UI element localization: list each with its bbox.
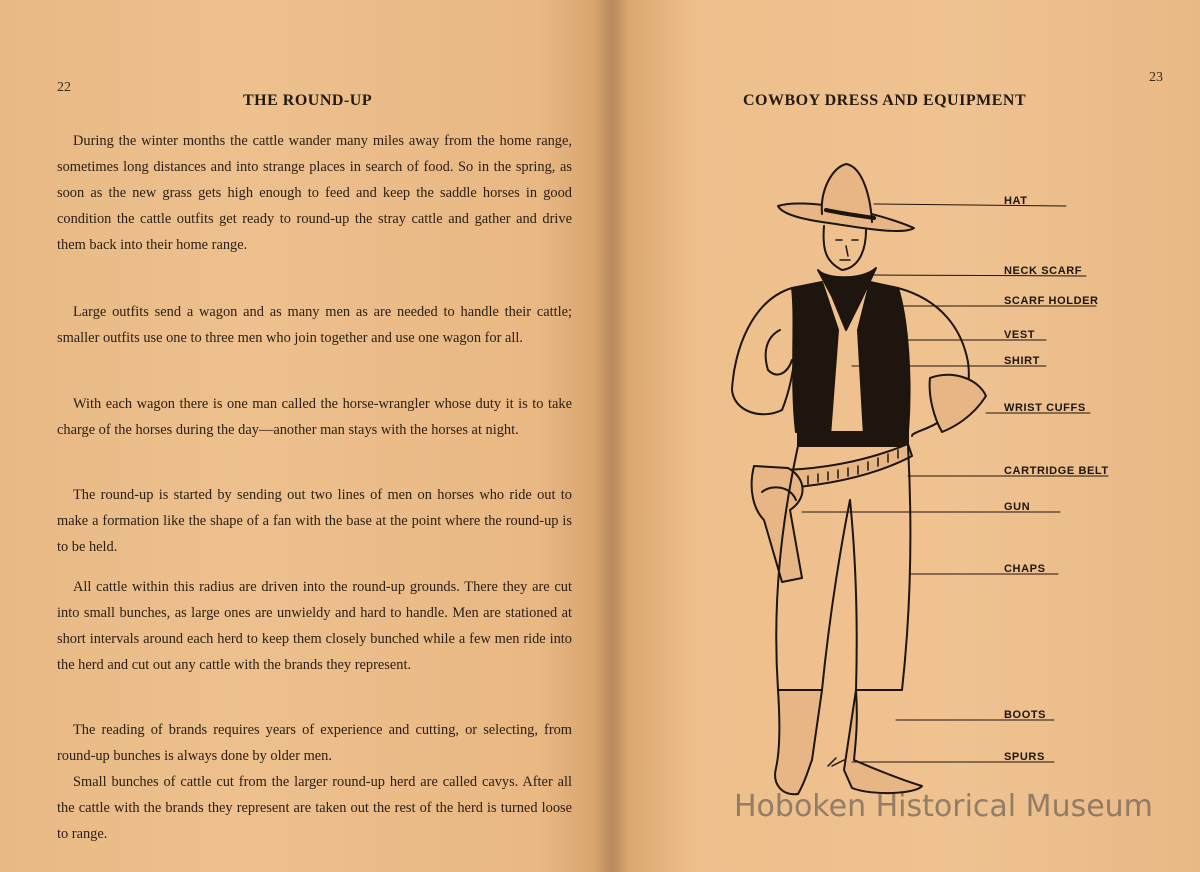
label-spurs: SPURS (1004, 751, 1045, 763)
cartridge-belt (786, 444, 912, 488)
vest-left (792, 282, 838, 436)
right-page-title: COWBOY DRESS AND EQUIPMENT (743, 92, 1027, 109)
spur (828, 758, 844, 766)
leader-line (874, 204, 1066, 206)
paragraph: The round-up is started by sending out two lines of men on horses who ride out to make a formation like the shape of a fan with the base at the point where the round-up is to be held. (57, 487, 572, 555)
boot-left (775, 690, 822, 794)
paragraph: Large outfits send a wagon and as many men as are needed to handle their cattle; smaller outfits use one to three men who join together and use one wagon for all. (57, 304, 572, 346)
label-vest: VEST (1004, 329, 1036, 341)
belt (798, 432, 908, 446)
right-page (612, 0, 1200, 872)
right-page-number: 23 (1149, 70, 1163, 85)
paragraph: Small bunches of cattle cut from the larger round-up herd are called cavys. After all the cattle with the brands they represent are taken out the rest of the herd is turned loose to range. (57, 774, 572, 842)
shirt-left-arm (732, 288, 796, 414)
label-scarf-holder: SCARF HOLDER (1004, 295, 1099, 307)
label-gun: GUN (1004, 501, 1031, 513)
chaps-right (850, 446, 910, 690)
cowboy-illustration (612, 0, 1200, 872)
label-hat: HAT (1004, 195, 1028, 207)
label-wrist-cuffs: WRIST CUFFS (1004, 402, 1086, 414)
paragraph: All cattle within this radius are driven into the round-up grounds. There they are cut into small bunches, as large ones are unwieldy and hard to handle. Men are stationed at short intervals around each herd to keep them closely bunched while a few men ride into the herd and cut out any cattle with the brands they represent. (57, 579, 572, 673)
label-neck-scarf: NECK SCARF (1004, 265, 1083, 277)
paragraph: The reading of brands requires years of experience and cutting, or selecting, from round-up bunches is always done by older men. (57, 722, 572, 764)
paragraph: With each wagon there is one man called the horse-wrangler whose duty it is to take charge of the horses during the day—another man stays with the horses at night. (57, 396, 572, 438)
label-boots: BOOTS (1004, 709, 1047, 721)
label-cartridge-belt: CARTRIDGE BELT (1004, 465, 1109, 477)
label-chaps: CHAPS (1004, 563, 1046, 575)
face (824, 226, 866, 270)
gun-holster (752, 466, 803, 582)
label-shirt: SHIRT (1004, 355, 1040, 367)
watermark: Hoboken Historical Museum (734, 789, 1153, 824)
left-page-number: 22 (57, 80, 71, 95)
hand-left (766, 330, 792, 375)
vest-right (858, 282, 910, 436)
left-page-title: THE ROUND-UP (243, 92, 373, 109)
wrist-cuff (930, 375, 986, 432)
boot-right (844, 690, 922, 793)
paragraph: During the winter months the cattle wander many miles away from the home range, sometimes long distances and into strange places in search of food. So in the spring, as soon as the new grass gets high enough to feed and keep the saddle horses in good condition the cattle outfits get ready to round-up the stray cattle and gather and drive them back into their home range. (57, 133, 572, 253)
